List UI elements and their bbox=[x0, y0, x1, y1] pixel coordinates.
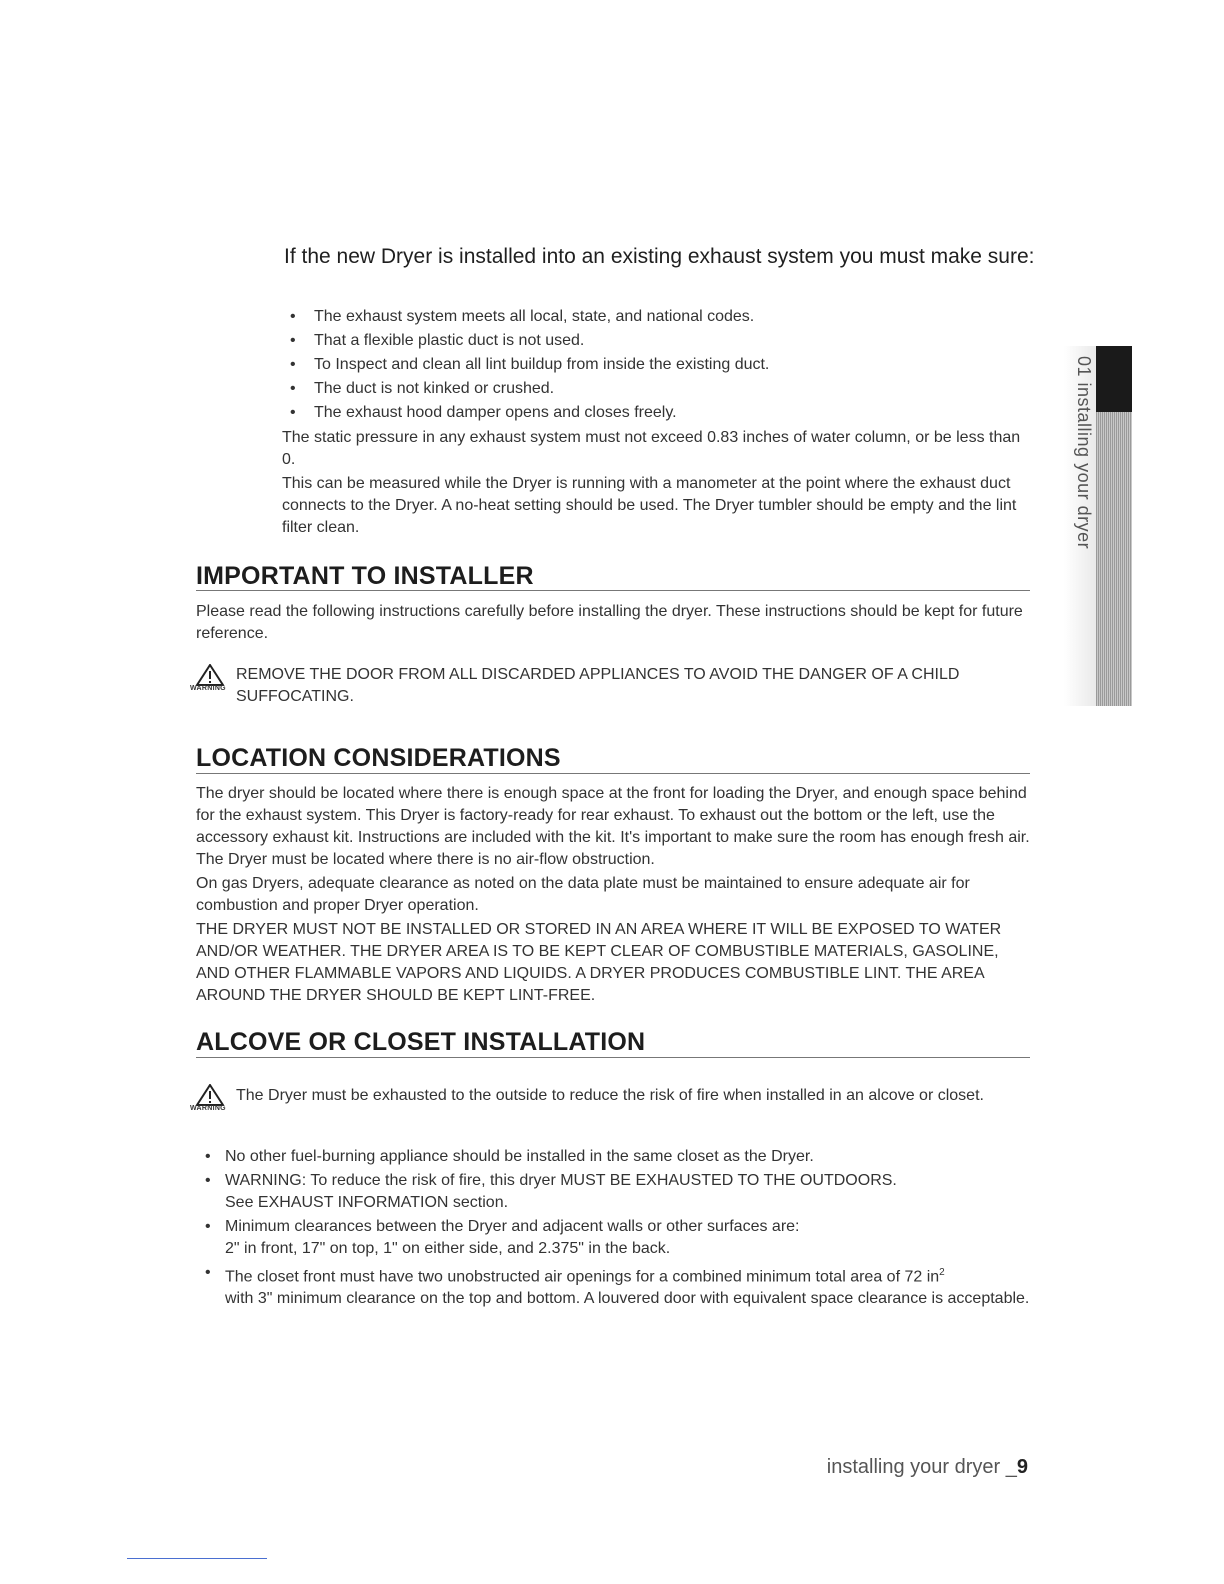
section-divider bbox=[196, 1057, 1030, 1058]
section-divider bbox=[196, 590, 1030, 591]
list-item-text bbox=[225, 1262, 1035, 1288]
intro-heading: If the new Dryer is installed into an existing exhaust system you must make sure: bbox=[284, 245, 1035, 268]
list-item-text: To Inspect and clean all lint buildup from inside the existing duct. bbox=[314, 356, 770, 373]
list-item-text: The exhaust system meets all local, state, and national codes. bbox=[314, 308, 755, 325]
bullet-icon: • bbox=[205, 1148, 211, 1165]
warning-label: WARNING bbox=[190, 1105, 226, 1112]
list-item-text: The exhaust hood damper opens and closes freely. bbox=[314, 404, 677, 421]
bullet-icon: • bbox=[290, 332, 296, 349]
chapter-tab-label: 01 installing your dryer bbox=[1074, 356, 1094, 550]
location-paragraph-3: THE DRYER MUST NOT BE INSTALLED OR STORED IN AN AREA WHERE IT WILL BE EXPOSED TO WATER AND/OR WEATHER. THE DRYER AREA IS TO BE KEPT CLEAR OF COMBUSTIBLE MATERIALS, GASOLINE, AND OTHER FLAMMABLE VAPORS AND LIQUIDS. A DRYER PRODUCES COMBUSTIBLE LINT. THE AREA AROUND THE DRYER SHOULD BE KEPT LINT-FREE. bbox=[196, 921, 1002, 1004]
list-item-text: Minimum clearances between the Dryer and adjacent walls or other surfaces are: bbox=[225, 1218, 800, 1235]
list-item-text: That a flexible plastic duct is not used. bbox=[314, 332, 585, 349]
important-paragraph: Please read the following instructions carefully before installing the dryer. These instructions should be kept for future reference. bbox=[196, 603, 1023, 642]
footer-label: installing your dryer _ bbox=[826, 1456, 1017, 1478]
page-number: 9 bbox=[1016, 1456, 1028, 1478]
warning-text: REMOVE THE DOOR FROM ALL DISCARDED APPLIANCES TO AVOID THE DANGER OF A CHILD SUFFOCATING. bbox=[236, 666, 960, 705]
list-item-text: See EXHAUST INFORMATION section. bbox=[225, 1194, 509, 1211]
section-divider bbox=[196, 773, 1030, 774]
warning-triangle-icon bbox=[196, 1084, 224, 1106]
static-pressure-paragraph: The static pressure in any exhaust system must not exceed 0.83 inches of water column, or be less than 0. bbox=[282, 429, 1021, 468]
superscript: 2 bbox=[939, 1267, 945, 1278]
section-title-important: IMPORTANT TO INSTALLER bbox=[196, 562, 534, 590]
bullet-icon: • bbox=[290, 404, 296, 421]
list-item-text: The duct is not kinked or crushed. bbox=[314, 380, 555, 397]
list-item-text: with 3" minimum clearance on the top and bottom. A louvered door with equivalent space clearance is acceptable. bbox=[225, 1290, 1030, 1308]
list-item bbox=[205, 1216, 1035, 1260]
side-tab-stripe bbox=[1096, 412, 1132, 706]
list-item-text: 2" in front, 17" on top, 1" on either side, and 2.375" in the back. bbox=[225, 1240, 671, 1257]
page-footer bbox=[827, 1456, 1028, 1479]
measurement-paragraph: This can be measured while the Dryer is running with a manometer at the point where the exhaust duct connects to the Dryer. A no-heat setting should be used. The Dryer tumbler should be empty and the lint filter clean. bbox=[282, 475, 1017, 536]
bullet-icon: • bbox=[290, 308, 296, 325]
bullet-icon: • bbox=[290, 356, 296, 373]
location-paragraph-1: The dryer should be located where there is enough space at the front for loading the Dryer, and enough space behind for the exhaust system. This Dryer is factory-ready for rear exhaust. To exhaust out the bottom or the left, use the accessory exhaust kit. Instructions are included with the kit. It's important to make sure the room has enough fresh air. The Dryer must be located where there is no air-flow obstruction. bbox=[196, 785, 1030, 868]
side-tab-marker bbox=[1096, 346, 1132, 412]
list-item-text: No other fuel-burning appliance should be installed in the same closet as the Dryer. bbox=[225, 1148, 814, 1165]
list-item bbox=[205, 1146, 1035, 1168]
bullet-icon: • bbox=[205, 1218, 211, 1235]
bullet-icon: • bbox=[205, 1172, 211, 1189]
bullet-icon: • bbox=[205, 1264, 211, 1281]
section-title-alcove: ALCOVE OR CLOSET INSTALLATION bbox=[196, 1028, 646, 1056]
bottom-divider bbox=[127, 1558, 267, 1559]
list-item-text: WARNING: To reduce the risk of fire, this dryer MUST BE EXHAUSTED TO THE OUTDOORS. bbox=[225, 1172, 897, 1189]
section-title-location: LOCATION CONSIDERATIONS bbox=[196, 744, 561, 772]
warning-badge bbox=[190, 1084, 230, 1112]
list-item bbox=[205, 1262, 1035, 1310]
location-paragraph-2: On gas Dryers, adequate clearance as noted on the data plate must be maintained to ensure adequate air for combustion and proper Dryer operation. bbox=[196, 875, 970, 914]
warning-triangle-icon bbox=[196, 664, 224, 686]
warning-badge bbox=[190, 664, 230, 692]
list-item-text-part: The closet front must have two unobstructed air openings for a combined minimum total area of 72 in bbox=[225, 1268, 940, 1286]
warning-text: The Dryer must be exhausted to the outside to reduce the risk of fire when installed in an alcove or closet. bbox=[236, 1087, 984, 1104]
list-item bbox=[205, 1170, 1035, 1214]
bullet-icon: • bbox=[290, 380, 296, 397]
warning-label: WARNING bbox=[190, 685, 226, 692]
